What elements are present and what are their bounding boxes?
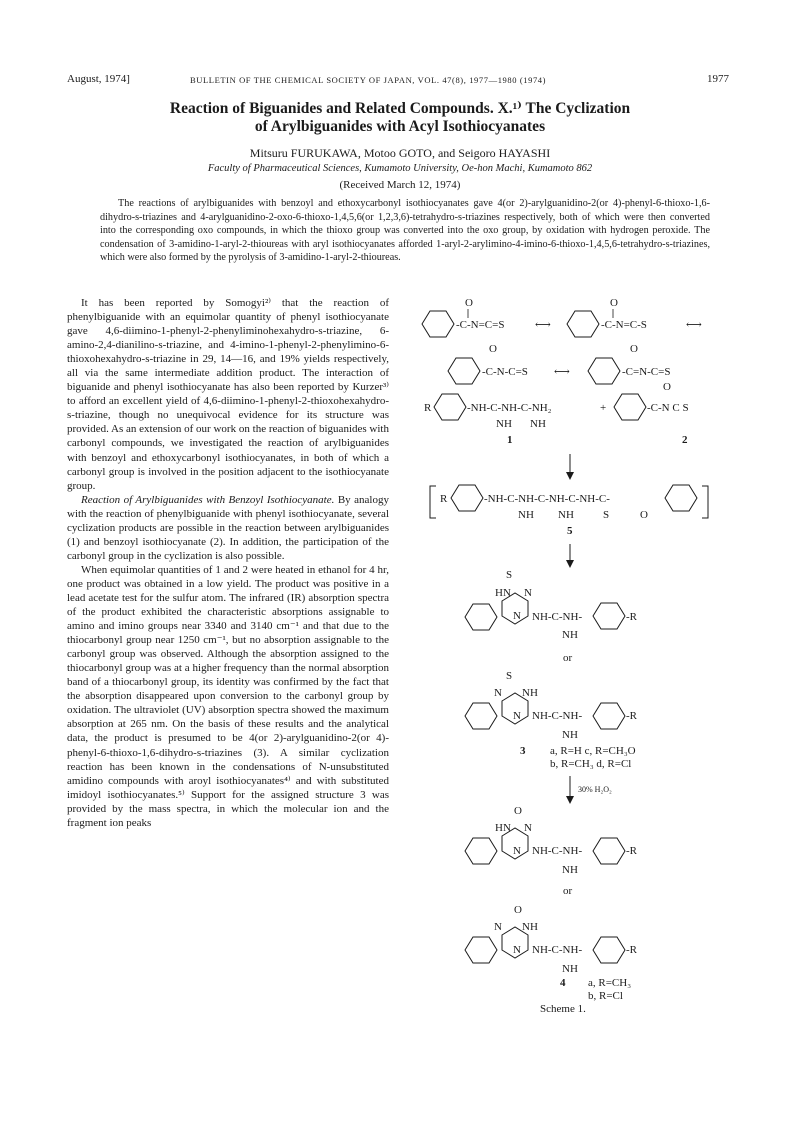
substituent-R: -R <box>626 944 637 956</box>
ring-atom-label: N <box>494 921 502 933</box>
benzene-ring <box>593 838 625 864</box>
resonance-arrow: ⟷ <box>554 366 570 378</box>
affiliation: Faculty of Pharmaceutical Sciences, Kumamoto University, Oe-hon Machi, Kumamoto 862 <box>207 163 593 174</box>
benzene-ring <box>593 937 625 963</box>
compound-number-4: 4 <box>560 977 566 989</box>
benzene-ring <box>451 485 483 511</box>
structure-label: -C-N=C=S <box>456 319 505 331</box>
arrow-head <box>566 796 574 804</box>
substituent-list-4b: b, R=Cl <box>588 990 623 1002</box>
substituent-list-3b: b, R=CH₃ d, R=Cl <box>550 758 632 770</box>
substituent-R: R <box>440 493 448 505</box>
substituent-R: -R <box>626 611 637 623</box>
arrow-head <box>566 472 574 480</box>
scheme-drawing <box>410 296 740 1026</box>
ring-atom-label: NH <box>522 921 538 933</box>
compound-number-1: 1 <box>507 434 513 446</box>
oxygen-label: O <box>630 343 638 355</box>
imino-label: NH <box>496 418 512 430</box>
resonance-row-1 <box>422 311 599 337</box>
benzene-ring <box>448 358 480 384</box>
benzene-ring <box>465 838 497 864</box>
bracket-left <box>430 486 436 518</box>
body-paragraph-3: When equimolar quantities of 1 and 2 were heated in ethanol for 4 hr, one product was obtained in a low yield. The product was positive in a lead acetate test for the sulfur atom. The infrared (IR) absorption spectra of the product exhibited the characteristic absorptions assignable to amino and imino groups near 3340 and 3140 cm⁻¹ and that due to the thiocarbonyl group near 1250 cm⁻¹, but no absorption assignable to the carbonyl group was observed. Although the absorption assigned to the thiocarbonyl group was at a higher frequency than the normal absorption band of a thiocarbonyl group, its identity was confirmed by the fact that the absorption disappeared upon conversion to the carbonyl group by oxidation. The ultraviolet (UV) absorption spectra showed the maximum absorption at 265 nm. On the basis of these results and the analytical data, the product is presumed to be 4(or 2)-arylguanidino-2(or 4)-phenyl-6-thioxo-1,6-dihydro-s-triazines (3). A similar cyclization reaction has been known in the condensations of N-unsubstituted amidino compounds with aroyl isothiocyanates⁴⁾ and with substituted imidoyl isothiocyanates.⁵⁾ Support for the assigned structure 3 was provided by the mass spectra, in which the molecular ion and the fragment ion peaks <box>67 563 389 829</box>
bracket-right <box>702 486 708 518</box>
ring-atom-label: N <box>524 587 532 599</box>
adduct-chain: -NH-C-NH-C-NH-C-NH-C- <box>484 493 610 505</box>
imino-label: NH <box>562 963 578 975</box>
author-list: Mitsuru FURUKAWA, Motoo GOTO, and Seigoro HAYASHI <box>249 146 551 160</box>
or-label: or <box>563 885 573 897</box>
benzene-ring <box>434 394 466 420</box>
received-date: (Received March 12, 1974) <box>339 179 461 191</box>
structure-label: -C=N-C=S <box>622 366 671 378</box>
guanidino-chain: NH-C-NH- <box>532 944 583 956</box>
sulfur-label: S <box>603 509 610 521</box>
ring-atom-label: N <box>524 822 532 834</box>
resonance-arrow: ⟷ <box>686 319 702 331</box>
section-heading: Reaction of Arylbiguanides with Benzoyl Isothiocyanate. <box>81 493 335 506</box>
guanidino-chain: NH-C-NH- <box>532 845 583 857</box>
oxygen-label: O <box>465 297 473 309</box>
resonance-arrow: ⟷ <box>535 319 551 331</box>
ring-atom-label: NH <box>522 687 538 699</box>
or-label: or <box>563 652 573 664</box>
biguanide-chain: -NH-C-NH-C-NH₂ <box>467 402 552 414</box>
imino-label: NH <box>518 509 534 521</box>
imino-label: NH <box>530 418 546 430</box>
oxygen-label: O <box>489 343 497 355</box>
benzene-ring <box>567 311 599 337</box>
guanidino-chain: NH-C-NH- <box>532 710 583 722</box>
compound-number-2: 2 <box>682 434 688 446</box>
page-number: 1977 <box>707 73 729 85</box>
benzene-ring <box>593 703 625 729</box>
imino-label: NH <box>562 629 578 641</box>
abstract: The reactions of arylbiguanides with benzoyl and ethoxycarbonyl isothiocyanates gave 4(or 2)-arylguanidino-2(or 4)-phenyl-6-thioxo-1,6-dihydro-s-triazines and 4-arylguanidino-2-oxo-6-thioxo-1,4,5,6(or 1,2,3,6)-tetrahydro-s-triazines respectively, both of which were then converted into the corresponding oxo compounds, in which the thioxo group was converted into the oxo group, by oxidation with hydrogen peroxide. The condensation of 3-amidino-1-aryl-2-thioureas with aryl isothiocyanates afforded 1-aryl-2-arylimino-4-imino-6-thioxo-1,4,5,6-tetrahydro-s-triazines, which were also formed by the pyrolysis of 3-amidino-1-aryl-2-thioureas. <box>100 198 710 263</box>
sulfur-label: S <box>506 670 513 682</box>
substituent-list-3a: a, R=H c, R=CH₃O <box>550 745 636 757</box>
imino-label: NH <box>562 729 578 741</box>
article-title-line-2: of Arylbiguanides with Acyl Isothiocyanates <box>254 118 546 135</box>
benzene-ring <box>588 358 620 384</box>
benzene-ring <box>422 311 454 337</box>
reaction-scheme <box>410 296 740 1026</box>
body-column-left <box>67 296 389 830</box>
scheme-caption: Scheme 1. <box>540 1003 586 1015</box>
running-header-journal: BULLETIN OF THE CHEMICAL SOCIETY OF JAPAN, VOL. 47(8), 1977—1980 (1974) <box>190 75 547 85</box>
ring-atom-label: N <box>513 610 521 622</box>
reagent-label: 30% H₂O₂ <box>578 785 612 794</box>
structure-label: -C-N-C=S <box>482 366 528 378</box>
ring-atom-label: N <box>513 944 521 956</box>
compound-number-3: 3 <box>520 745 526 757</box>
substituent-R: -R <box>626 845 637 857</box>
oxygen-label: O <box>663 381 671 393</box>
body-paragraph-1: It has been reported by Somogyi²⁾ that the reaction of phenylbiguanide with an equimolar quantity of phenyl isothiocyanate gave 4,6-diimino-1-phenyl-2-phenyliminohexahydro-s-triazine, 6-amino-2,4-dianilino-s-triazine, and 4-imino-1-phenyl-2-phenylimino-6-thioxohexahydro-s-triazine in 29, 14—16, and 19% yields respectively, all via the same intermediate addition product. The interaction of biguanide and phenyl isothiocyanate has also been reported by Kurzer³⁾ to afford an excellent yield of 4,6-diimino-1-phenyl-2-thioxohexahydro-s-triazine, though no unequivocal evidence for its structure was provided. As an extension of our work on the reaction of biguanides with carbonyl compounds, we investigated the reaction of arylbiguanides with benzoyl and ethoxycarbonyl isothiocyanates, in both of which a carbonyl group is involved in the position adjacent to the isothiocyanate group. <box>67 297 389 492</box>
substituent-list-4a: a, R=CH₃ <box>588 977 632 989</box>
oxygen-label: O <box>640 509 648 521</box>
ring-atom-label: N <box>513 710 521 722</box>
benzene-ring <box>465 604 497 630</box>
structure-label: -C-N=C-S <box>601 319 647 331</box>
guanidino-chain: NH-C-NH- <box>532 611 583 623</box>
article-title-line-1: Reaction of Biguanides and Related Compounds. X.¹⁾ The Cyclization <box>169 100 631 117</box>
benzene-ring <box>614 394 646 420</box>
benzene-ring <box>665 485 697 511</box>
ring-atom-label: HN <box>495 587 511 599</box>
compound-number-5: 5 <box>567 525 573 537</box>
running-header-date: August, 1974] <box>67 73 130 85</box>
section-text: By analogy with the reaction of phenylbiguanide with phenyl isothiocyanate, several cyclization products are possible in the reaction between arylbiguanides (1) and benzoyl isothiocyanate (2). In addition, the participation of the carbonyl group in the cyclization is also possible. <box>67 493 389 562</box>
sulfur-label: S <box>506 569 513 581</box>
benzene-ring <box>465 703 497 729</box>
oxygen-label: O <box>514 805 522 817</box>
ring-atom-label: N <box>513 845 521 857</box>
substituent-R: R <box>424 402 432 414</box>
resonance-row-2 <box>448 358 620 384</box>
oxygen-label: O <box>514 904 522 916</box>
benzene-ring <box>593 603 625 629</box>
ring-atom-label: N <box>494 687 502 699</box>
imino-label: NH <box>562 864 578 876</box>
substituent-R: -R <box>626 710 637 722</box>
oxygen-label: O <box>610 297 618 309</box>
plus-sign: + <box>600 402 607 414</box>
benzene-ring <box>465 937 497 963</box>
ring-atom-label: HN <box>495 822 511 834</box>
body-paragraph-2 <box>67 493 389 563</box>
isothiocyanate-chain: -C-N C S <box>647 402 689 414</box>
imino-label: NH <box>558 509 574 521</box>
arrow-head <box>566 560 574 568</box>
